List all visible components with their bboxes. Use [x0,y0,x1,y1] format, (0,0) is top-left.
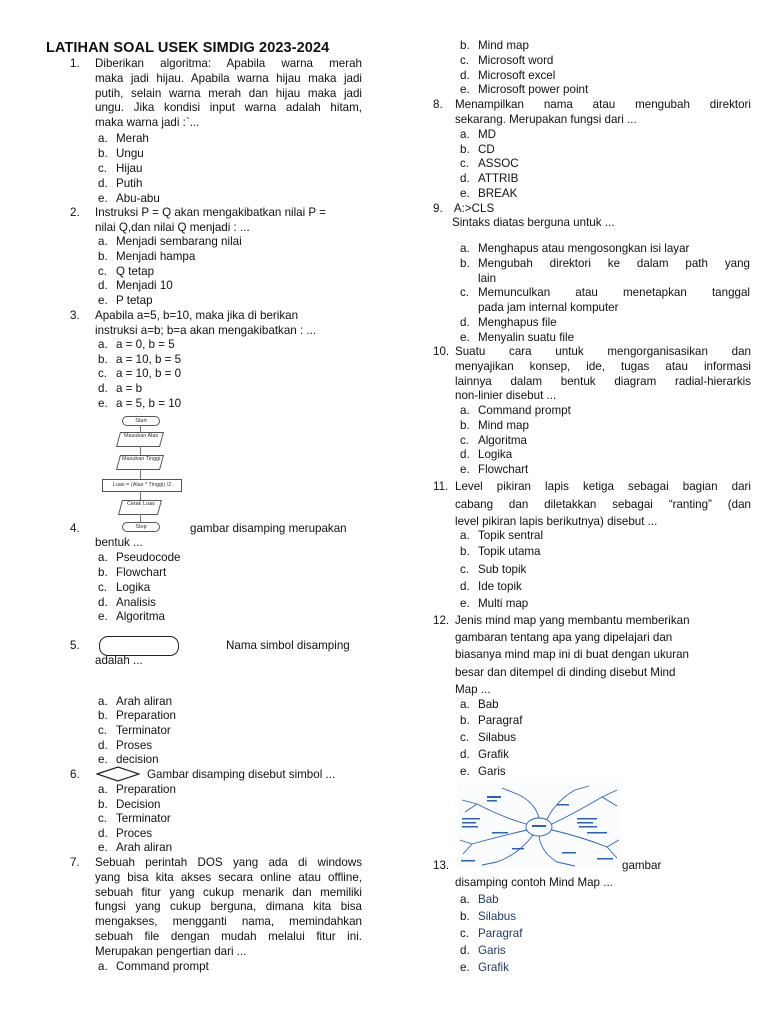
option-c[interactable] [460,731,516,744]
option-text: Paragraf [478,927,523,940]
option-a[interactable] [460,698,499,711]
option-c[interactable] [98,162,142,175]
option-letter: b. [98,798,108,811]
option-b[interactable] [98,566,166,579]
terminator-symbol [99,636,179,656]
option-b[interactable] [460,910,516,923]
option-text: Sub topik [478,563,527,576]
option-letter: b. [460,714,470,727]
option-text: Mind map [478,419,529,432]
flowchart-output-label: Cetak Luas [127,501,155,507]
option-a[interactable] [98,235,242,248]
option-letter: a. [460,404,470,417]
question-text [95,206,362,236]
question-line: lainnya dalam bentuk diagram radial-hierarkis [455,374,751,388]
option-text: Garis [478,944,506,957]
question-text: gambar [622,859,662,872]
option-text: Preparation [116,709,176,722]
option-text: Microsoft excel [478,69,556,82]
question-text [455,98,751,128]
option-d[interactable] [460,944,506,957]
question-line: sebuah file dengan mudah melalui fitur ini. [95,929,362,943]
decision-symbol [96,766,140,782]
option-letter: e. [460,463,470,476]
question-text [95,309,362,339]
option-text: Arah aliran [116,841,173,854]
option-letter: a. [98,960,108,973]
question-line: putih, selain warna merah dan hijau maka jadi [95,86,362,100]
option-e[interactable] [460,187,517,200]
option-text: Command prompt [116,960,209,973]
option-a[interactable] [460,404,571,417]
option-text: Putih [116,177,143,190]
option-letter: c. [98,581,108,594]
option-letter: a. [98,338,108,351]
option-d[interactable] [98,382,142,395]
question-line: nilai Q,dan nilai Q menjadi : ... [95,220,250,234]
option-text: Paragraf [478,714,523,727]
question-text [455,612,751,698]
option-letter: b. [460,257,470,270]
question-line: mengakses, mengganti nama, memindahkan [95,915,362,929]
option-b[interactable] [460,419,529,432]
option-text: ATTRIB [478,172,519,185]
option-letter: d. [98,827,108,840]
option-text: Abu-abu [116,192,160,205]
question-text [455,478,751,531]
option-text: Bab [478,698,499,711]
option-letter: a. [98,235,108,248]
option-letter: b. [98,709,108,722]
question-number: 11. [433,480,449,493]
flowchart-input-tinggi [116,455,164,470]
option-text: Garis [478,765,506,778]
option-b[interactable] [460,545,541,558]
option-text: Logika [478,448,513,461]
question-number: 12. [433,614,450,627]
option-a[interactable] [98,695,172,708]
option-b[interactable] [98,353,181,366]
option-a[interactable] [98,338,175,351]
question-number: 10. [433,345,450,358]
option-text: Logika [116,581,151,594]
option-text: Microsoft power point [478,83,589,96]
option-text: Menjadi sembarang nilai [116,235,242,248]
question-number: 6. [70,768,80,781]
option-letter: b. [460,143,470,156]
flowchart-start-terminator: Start [122,416,160,426]
option-text: Silabus [478,731,517,744]
option-letter: a. [460,893,470,906]
option-letter: e. [98,753,108,766]
option-a[interactable] [460,242,689,255]
option-letter: c. [460,157,470,170]
question-text: Sintaks diatas berguna untuk ... [452,216,615,229]
option-letter: c. [98,812,108,825]
option-letter: a. [460,698,470,711]
option-a[interactable] [98,132,149,145]
option-letter: b. [98,147,108,160]
option-text: Terminator [116,812,171,825]
question-line: Level pikiran lapis ketiga sebagai bagian dari [455,480,751,493]
question-number: 4. [70,522,80,535]
option-e[interactable] [460,765,506,778]
option-e[interactable] [460,463,528,476]
question-text: adalah ... [95,654,143,667]
option-text: Q tetap [116,265,155,278]
option-letter: b. [460,910,470,923]
question-text: Nama simbol disamping [226,639,350,652]
option-text: Terminator [116,724,171,737]
option-text: Merah [116,132,149,145]
question-line: Instruksi P = Q akan mengakibatkan nilai P = [95,206,326,219]
question-line: yang bisa kita akses secara online atau offline, [95,870,362,884]
question-line: non-linier disebut ... [455,389,557,403]
option-letter: d. [460,944,470,957]
option-text: a = b [116,382,143,395]
option-letter: d. [98,177,108,190]
question-line: Suatu cara untuk mengorganisasikan dan [455,345,751,358]
option-letter: b. [98,353,108,366]
option-e[interactable] [98,397,181,410]
option-text-continued: lain [478,272,497,285]
option-b[interactable] [98,147,144,160]
question-line: Apabila a=5, b=10, maka jika di berikan [95,309,299,322]
option-letter: d. [460,580,470,593]
option-c[interactable] [98,367,181,380]
option-e[interactable] [98,610,165,623]
question-line: instruksi a=b; b=a akan mengakibatkan : ... [95,323,317,337]
option-text: BREAK [478,187,518,200]
option-e[interactable] [98,294,153,307]
option-b[interactable] [98,250,195,263]
option-letter: c. [460,731,470,744]
question-text [95,57,362,131]
option-text: Menjadi 10 [116,279,173,292]
worksheet-title: LATIHAN SOAL USEK SIMDIG 2023-2024 [46,40,330,56]
option-text: Menyalin suatu file [478,331,575,344]
option-text: Mengubah direktori ke dalam path yang [478,257,750,270]
question-text [95,856,362,960]
option-letter: e. [460,961,470,974]
option-letter: a. [460,128,470,141]
flowchart-arrow [140,469,141,479]
option-text: Flowchart [478,463,529,476]
question-line: level pikiran lapis berikutnya) disebut ... [455,515,658,528]
question-number: 2. [70,206,80,219]
option-text: Ungu [116,147,144,160]
flowchart-arrow [140,491,141,500]
question-text [455,345,751,404]
option-text: Pseudocode [116,551,181,564]
option-text: Topik utama [478,545,541,558]
option-letter: a. [98,695,108,708]
option-letter: e. [460,597,470,610]
option-d[interactable] [460,316,557,329]
option-d[interactable] [98,177,142,190]
option-text: Analisis [116,596,156,609]
option-text: a = 0, b = 5 [116,338,175,351]
option-a[interactable] [460,529,543,542]
question-number: 7. [70,856,80,869]
question-line: Map ... [455,682,491,696]
flowchart-arrow [140,514,141,522]
option-letter: b. [460,419,470,432]
option-e[interactable] [460,83,588,96]
option-c[interactable] [460,434,527,447]
option-c[interactable] [98,265,154,278]
option-letter: d. [460,69,470,82]
option-c[interactable] [460,54,553,67]
option-text: Command prompt [478,404,571,417]
question-line: Merupakan pengertian dari ... [95,944,247,958]
option-e[interactable] [98,753,159,766]
option-text: Ide topik [478,580,522,593]
option-text: Memunculkan atau menetapkan tanggal [478,286,750,299]
option-letter: e. [98,841,108,854]
option-letter: a. [98,132,108,145]
question-line: ungu. Jika kondisi input warna adalah hitam, [95,101,362,115]
option-letter: a. [460,242,470,255]
option-c[interactable] [460,927,522,940]
option-e[interactable] [460,331,574,344]
option-e[interactable] [98,192,160,205]
option-letter: e. [460,331,470,344]
question-number: 3. [70,309,80,322]
option-text: Preparation [116,783,176,796]
option-e[interactable] [98,841,172,854]
option-letter: b. [98,566,108,579]
question-line: besar dan ditempel di dinding disebut Mind [455,665,676,679]
option-letter: e. [460,83,470,96]
question-line: fungsi yang cukup berguna, dimana kita bisa [95,900,362,914]
option-text: Proses [116,739,153,752]
option-c[interactable] [98,581,150,594]
option-e[interactable] [460,961,509,974]
option-a[interactable] [460,893,499,906]
option-a[interactable] [460,128,496,141]
option-letter: e. [460,187,470,200]
option-letter: c. [460,563,470,576]
option-d[interactable] [460,748,509,761]
question-number: 13. [433,859,450,872]
option-letter: b. [460,39,470,52]
option-c[interactable] [98,724,171,737]
option-text: Algoritma [478,434,527,447]
option-d[interactable] [98,827,152,840]
option-d[interactable] [460,580,522,593]
question-line: Menampilkan nama atau mengubah direktori [455,98,751,111]
option-e[interactable] [460,597,528,610]
question-line: sekarang. Merupakan fungsi dari ... [455,112,637,126]
question-9 [433,202,494,217]
option-letter: d. [98,279,108,292]
option-letter: a. [98,783,108,796]
question-line: maka warna jadi :`... [95,116,200,130]
option-letter: e. [98,610,108,623]
question-text: bentuk ... [95,536,143,549]
question-line: Diberikan algoritma: Apabila warna merah [95,57,362,70]
question-line: gambaran tentang apa yang dipelajari dan [455,631,673,645]
option-text: MD [478,128,497,141]
option-b[interactable] [460,39,529,52]
option-letter: e. [460,765,470,778]
option-letter: d. [98,739,108,752]
option-text: Decision [116,798,161,811]
question-number: 5. [70,639,80,652]
flowchart-input-alas [116,432,164,447]
option-b[interactable] [460,257,750,270]
option-text: Mind map [478,39,529,52]
option-letter: c. [98,162,108,175]
question-line: Sebuah perintah DOS yang ada di windows [95,856,362,869]
option-text: Grafik [478,748,509,761]
option-text-continued: pada jam internal komputer [478,301,619,314]
option-letter: d. [460,316,470,329]
question-line: biasanya mind map ini di buat dengan ukuran [455,648,689,662]
option-text: Proces [116,827,153,840]
option-text: decision [116,753,159,766]
option-d[interactable] [98,739,152,752]
option-letter: d. [98,596,108,609]
flowchart-arrow [140,446,141,455]
option-d[interactable] [98,279,173,292]
option-text: Hijau [116,162,143,175]
question-line: Jenis mind map yang membantu memberikan [455,614,690,627]
option-letter: a. [98,551,108,564]
question-text: Gambar disamping disebut simbol ... [147,768,336,781]
flowchart-output [118,500,162,515]
option-letter: e. [98,192,108,205]
option-text: Silabus [478,910,517,923]
option-a[interactable] [98,783,176,796]
option-text: ASSOC [478,157,519,170]
flowchart-input-label: Masukan Alas [123,433,159,439]
question-line: maka jadi hijau. Apabila warna hijau maka jadi [95,71,362,85]
option-letter: c. [460,927,470,940]
option-a[interactable] [98,551,180,564]
option-letter: a. [460,529,470,542]
flowchart-process: Luas = (Alas * Tinggi) /2 [102,479,182,492]
option-text: CD [478,143,495,156]
option-text: Microsoft word [478,54,554,67]
flowchart-image [96,413,186,535]
option-c[interactable] [98,812,171,825]
option-d[interactable] [460,172,518,185]
option-a[interactable] [98,960,209,973]
option-text: a = 5, b = 10 [116,397,182,410]
option-text: a = 10, b = 0 [116,367,182,380]
option-letter: d. [460,748,470,761]
option-text: Algoritma [116,610,165,623]
question-line: sebuah fitur yang cukup menarik dan memiliki [95,885,362,899]
flowchart-stop-terminator: Stop [122,522,160,532]
option-d[interactable] [460,69,555,82]
question-number: 1. [70,57,80,70]
option-letter: e. [98,397,108,410]
question-text: disamping contoh Mind Map ... [455,876,613,889]
question-text: gambar disamping merupakan [190,522,347,535]
option-letter: d. [460,448,470,461]
option-text: Flowchart [116,566,167,579]
question-number: 9. [433,202,443,215]
option-letter: c. [460,54,470,67]
option-text: Arah aliran [116,695,173,708]
option-c[interactable] [460,563,526,576]
option-letter: d. [460,172,470,185]
option-text: a = 10, b = 5 [116,353,182,366]
option-letter: d. [98,382,108,395]
option-letter: c. [98,724,108,737]
option-text: Bab [478,893,499,906]
option-d[interactable] [98,596,156,609]
option-text: Grafik [478,961,509,974]
option-text: P tetap [116,294,153,307]
option-b[interactable] [98,709,176,722]
option-b[interactable] [98,798,160,811]
option-text: Menghapus file [478,316,557,329]
option-text: Menghapus atau mengosongkan isi layar [478,242,690,255]
flowchart-arrow [140,425,141,432]
option-text: Menjadi hampa [116,250,196,263]
option-letter: c. [98,367,108,380]
option-b[interactable] [460,143,495,156]
option-text: Multi map [478,597,529,610]
option-c[interactable] [460,157,519,170]
question-13 [433,859,449,874]
option-letter: b. [460,545,470,558]
option-d[interactable] [460,448,512,461]
question-line: cabang dan diletakkan sebagai “ranting” (dan [455,497,751,511]
option-letter: c. [460,286,470,299]
option-c[interactable] [460,286,750,299]
option-letter: b. [98,250,108,263]
question-line: menyajikan konsep, ide, tugas atau informasi [455,359,751,373]
option-letter: c. [98,265,108,278]
option-b[interactable] [460,714,522,727]
option-letter: c. [460,434,470,447]
question-number: 8. [433,98,443,111]
option-letter: e. [98,294,108,307]
mind-map-image [457,782,622,868]
option-text: Topik sentral [478,529,544,542]
flowchart-input-label: Masukan Tinggi [121,456,161,462]
command-text: A:>CLS [453,202,495,215]
